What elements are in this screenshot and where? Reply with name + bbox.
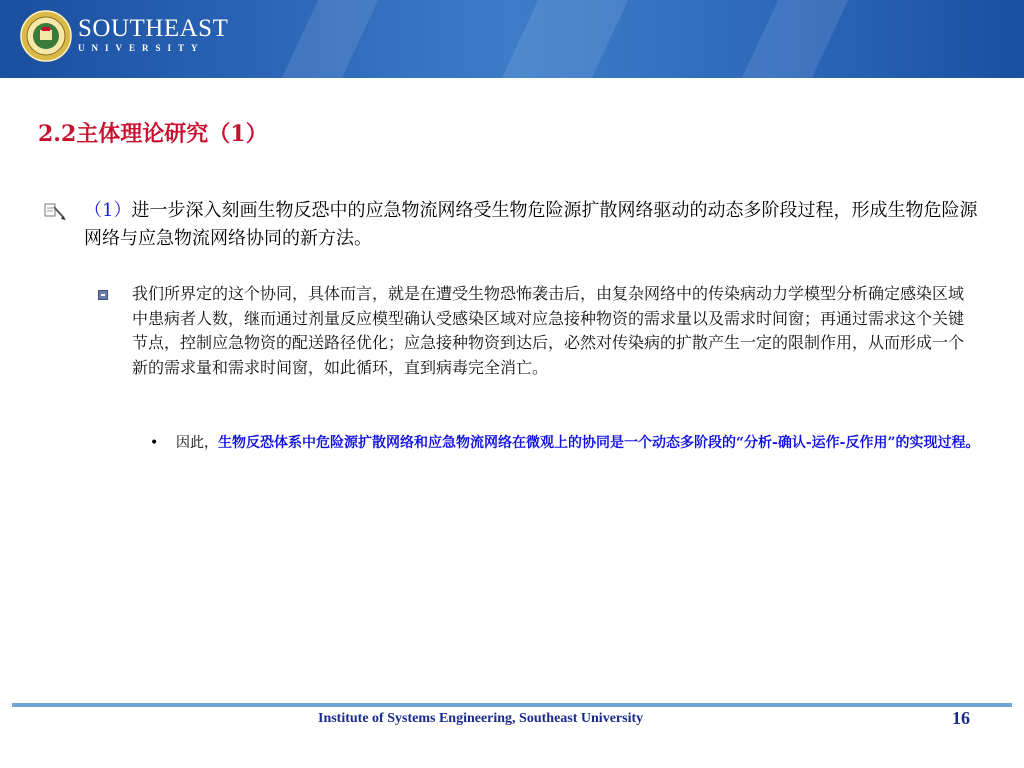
level1-body: 进一步深入刻画生物反恐中的应急物流网络受生物危险源扩散网络驱动的动态多阶段过程，形成生物危险源网络与应急物流网络协同的新方法。 bbox=[84, 200, 978, 249]
level2-text: 我们所界定的这个协同，具体而言，就是在遭受生物恐怖袭击后，由复杂网络中的传染病动力学模型分析确定感染区域中患病者人数，继而通过剂量反应模型确认受感染区域对应急接种物资的需求量以及需求时间窗；再通过需求这个关键节点，控制应急物资的配送路径优化；应急接种物资到达后，必然对传染病的扩散产生一定的限制作用，从而形成一个新的需求量和需求时间窗，如此循环，直到病毒完全消亡。 bbox=[132, 284, 965, 377]
university-name-line1: SOUTHEAST bbox=[78, 15, 229, 42]
banner-stripe bbox=[502, 0, 628, 78]
square-bullet-icon bbox=[98, 290, 108, 300]
university-seal-icon bbox=[20, 10, 72, 62]
level2-point bbox=[98, 282, 978, 380]
pen-pointer-icon bbox=[44, 201, 68, 221]
university-name bbox=[78, 16, 228, 54]
header-banner bbox=[0, 0, 1024, 78]
footer-institute: Institute of Systems Engineering, Southeast University bbox=[318, 711, 644, 726]
level1-number: （1） bbox=[84, 200, 132, 221]
dot-bullet-icon: • bbox=[150, 435, 159, 451]
university-name-line2: UNIVERSITY bbox=[78, 43, 205, 53]
level3-text bbox=[176, 432, 980, 454]
slide-title: 2.2主体理论研究（1） bbox=[38, 121, 268, 147]
level3-prefix: 因此， bbox=[176, 435, 218, 451]
banner-stripe bbox=[282, 0, 378, 78]
page-number: 16 bbox=[952, 708, 970, 728]
level1-text bbox=[84, 197, 994, 253]
footer-divider bbox=[12, 703, 1012, 707]
banner-stripe bbox=[742, 0, 848, 78]
level1-point bbox=[44, 197, 994, 253]
level3-emphasis: 生物反恐体系中危险源扩散网络和应急物流网络在微观上的协同是一个动态多阶段的“分析-确认-运作-反作用”的实现过程。 bbox=[218, 435, 980, 451]
level3-point bbox=[150, 432, 980, 454]
